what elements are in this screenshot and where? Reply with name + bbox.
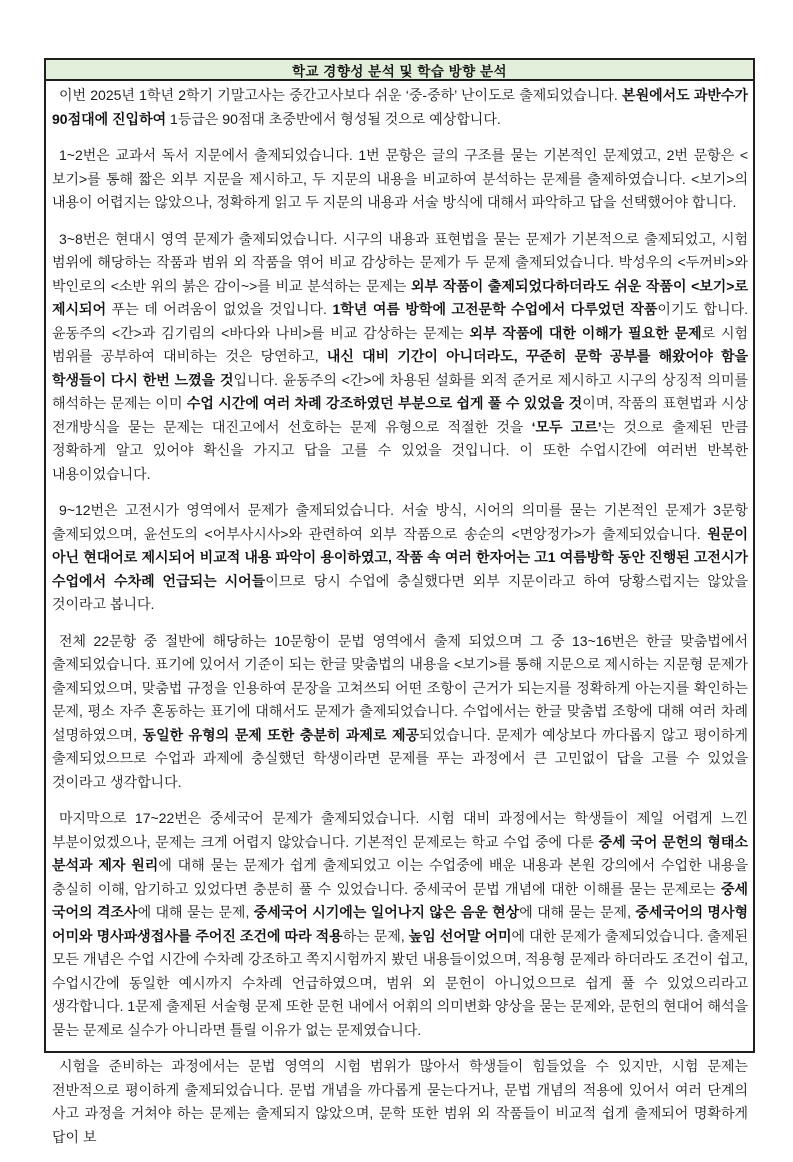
text-run: 로 시험 범위를 공부하여 대비하는 것은 당연하고, (52, 324, 749, 364)
emphasized-text-run: 외부 작품이 출제되었다하더라도 쉬운 작품이 <보기>로 제시되어 (52, 277, 749, 317)
text-run: 시험을 준비하는 과정에서는 문법 영역의 시험 범위가 많아서 학생들이 힘들었을 수 있지만, 시험 문제는 전반적으로 평이하게 출제되었습니다. 문법 개념을 까다롭게 묻는다거나, 문법 개념의 적용에 있어서 여러 단계의 사고 과정을 거쳐야 하는 문제는 출제되지 않았으며, 문학 또한 범위 외 작품들이 비교적 쉽게 출제되어 명확하게 답이 보 (52, 1058, 748, 1145)
table-header-row (46, 60, 753, 81)
text-run: 3~8번은 현대시 영역 문제가 출제되었습니다. 시구의 내용과 표현법을 묻는 문제가 기본적으로 출제되었고, 시험 범위에 해당하는 작품과 범위 외 작품을 엮어 비교 감상하는 문제가 두 문제 출제되었습니다. 박성우의 <두꺼비>와 박인로의 <소반 위의 붉은 감이~>를 비교 분석하는 문제는 (52, 230, 748, 294)
emphasized-text-run: 수업 시간에 여러 차례 강조하였던 부분으로 쉽게 풀 수 있었을 것 (186, 395, 583, 411)
text-run: 이번 2025년 1학년 2학기 기말고사는 중간고사보다 쉬운 ‘중-중하’ 난이도로 출제되었습니다. (59, 87, 623, 103)
text-run: 이며, 작품의 표현법과 시상 전개방식을 묻는 문제는 대진고에서 선호하는 문제 유형으로 적절한 것을 (52, 395, 748, 435)
text-run: 하는 문제, (342, 927, 409, 944)
text-run: 에 대해 묻는 문제, (519, 904, 636, 920)
text-run: 1등급은 90점대 초중반에서 형성될 것으로 예상합니다. (166, 110, 501, 127)
text-run: 는 것으로 출제된 만큼 정확하게 알고 있어야 확신을 가지고 답을 고를 수 있었을 것입니다. 이 또한 수업시간에 여러번 반복한 내용이었습니다. (52, 418, 749, 482)
text-run: 에 대해 묻는 문제가 쉽게 출제되었고 이는 수업중에 배운 내용과 본원 강의에서 수업한 내용을 충실히 이해, 암기하고 있었다면 충분히 풀 수 있었습니다. 중세국어 문법 개념에 대한 이해를 묻는 문제로는 (52, 857, 748, 897)
paragraph (52, 144, 748, 215)
emphasized-text-run: 중세 국어의 격조사 (52, 880, 748, 920)
emphasized-text-run: 본원에서도 과반수가 90점대에 진입하여 (52, 87, 748, 127)
text-run: 1~2번은 교과서 독서 지문에서 출제되었습니다. 1번 문항은 글의 구조를 묻는 기본적인 문제였고, 2번 문항은 <보기>를 통해 짧은 외부 지문을 제시하고, 두 지문의 내용을 비교하여 분석하는 문제를 출제하였습니다. <보기>의 내용이 어렵지는 않았으나, 정확하게 읽고 두 지문의 내용과 서술 방식에 대해서 파악하고 답을 선택했어야 합니다. (52, 147, 748, 210)
text-run: 입니다. 윤동주의 <간>에 차용된 설화를 외적 준거로 제시하고 시구의 상징적 의미를 해석하는 문제는 이미 (52, 371, 748, 411)
text-run: 되었습니다. 문제가 예상보다 까다롭지 않고 평이하게 출제되었으므로 수업과 과제에 충실했던 학생이라면 문제를 푸는 과정에서 큰 고민없이 답을 고를 수 있었을 것이라고 생각합니다. (52, 726, 748, 790)
emphasized-text-run: 높임 선어말 어미 (408, 927, 512, 944)
document-title: 학교 경향성 분석 및 학습 방향 분석 (291, 63, 508, 79)
text-run: 에 대한 문제가 출제되었습니다. 출제된 모든 개념은 수업 시간에 수차례 강조하고 쪽지시험까지 봤던 내용들이었으며, 적용형 문제라 하더라도 조건이 쉽고, 수업시간에 동일한 예시까지 수차례 언급하였으며, 범위 외 문헌이 아니었으므로 쉽게 풀 수 있었으리라고 생각합니다. 1문제 출제된 서술형 문제 또한 문헌 내에서 어휘의 의미변화 양상을 묻는 문제와, 문헌의 현대어 해석을 묻는 문제로 실수가 아니라면 틀릴 이유가 없는 문제였습니다. (52, 927, 749, 1038)
text-run: 이기도 합니다. 윤동주의 <간>과 김기림의 <바다와 나비>를 비교 감상하는 문제는 (52, 301, 748, 341)
analysis-table (44, 58, 755, 1145)
emphasized-text-run: 원문이 아닌 현대어로 제시되어 비교적 내용 파악이 용이하였고, 작품 속 여러 한자어는 고1 여름방학 동안 진행된 고전시가 수업에서 수차례 언급되는 시어들 (52, 525, 748, 589)
paragraph (52, 84, 748, 131)
emphasized-text-run: ‘모두 고르’ (531, 418, 602, 435)
emphasized-text-run: 외부 작품에 대한 이해가 필요한 문제 (469, 324, 702, 341)
text-run: 전체 22문항 중 절반에 해당하는 10문항이 문법 영역에서 출제 되었으며 그 중 13~16번은 한글 맞춤법에서 출제되었습니다. 표기에 있어서 기준이 되는 한글 맞춤법의 내용을 <보기>를 통해 지문으로 제시하는 지문형 문제가 출제되었으며, 맞춤법 규정을 인용하여 문장을 고쳐쓰되 어떤 조항이 근거가 되는지를 정확하게 아는지를 확인하는 문제, 평소 자주 혼동하는 표기에 대해서도 문제가 출제되었습니다. 수업에서는 한글 맞춤법 조항에 대해 여러 차례 설명하였으며, (52, 632, 748, 743)
text-run: 에 대해 묻는 문제, (137, 904, 254, 920)
text-run: 9~12번은 고전시가 영역에서 문제가 출제되었습니다. 서술 방식, 시어의 의미를 묻는 기본적인 문제가 3문항 출제되었으며, 윤선도의 <어부사시사>와 관련하여 외부 작품으로 송순의 <면앙정가>가 출제되었습니다. (52, 502, 748, 542)
emphasized-text-run: 동일한 유형의 문제 또한 충분히 과제로 제공 (142, 726, 420, 743)
document-body (46, 81, 753, 1162)
emphasized-text-run: 1학년 여름 방학에 고전문학 수업에서 다루었던 작품 (332, 301, 658, 317)
text-run: 푸는 데 어려움이 없었을 것입니다. (106, 301, 333, 317)
paragraph (52, 499, 748, 617)
emphasized-text-run: 중세국어의 명사형 어미와 명사파생접사를 주어진 조건에 따라 적용 (52, 904, 748, 944)
text-run: 마지막으로 17~22번은 중세국어 문제가 출제되었습니다. 시험 대비 과정에서는 학생들이 제일 어렵게 느낀 부분이었겠으나, 문제는 크게 어렵지 않았습니다. 기본적인 문제로는 학교 수업 중에 다룬 (52, 810, 748, 850)
paragraph (52, 630, 748, 795)
paragraph (52, 807, 748, 1042)
emphasized-text-run: 중세 국어 문헌의 형태소 분석과 제자 원리 (52, 833, 748, 873)
paragraph (52, 228, 748, 487)
emphasized-text-run: 내신 대비 기간이 아니더라도, 꾸준히 문학 공부를 해왔어야 함을 학생들이 다시 한번 느꼈을 것 (52, 348, 748, 388)
paragraph (52, 1055, 748, 1149)
emphasized-text-run: 중세국어 시기에는 일어나지 않은 음운 현상 (253, 904, 520, 920)
text-run: 이므로 당시 수업에 충실했다면 외부 지문이라고 하여 당황스럽지는 않았을 것이라고 봅니다. (52, 572, 749, 612)
